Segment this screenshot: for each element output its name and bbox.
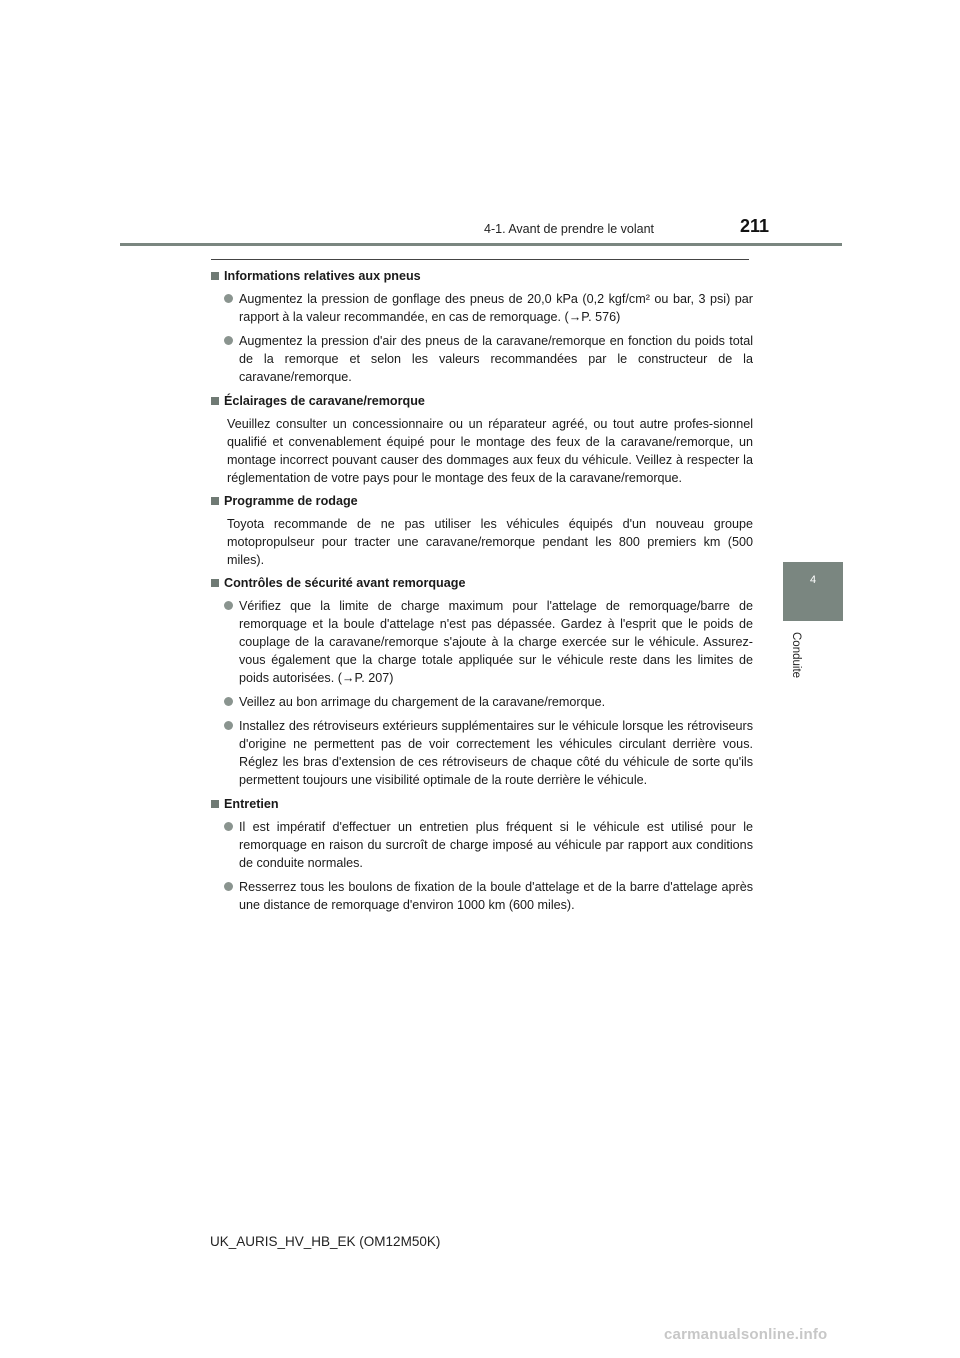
bullet-text: Vérifiez que la limite de charge maximum pour l'attelage de remorquage/barre de remorquage et la boule d'attelage n'est pas dépassée. Gardez à l'esprit que le poids de couplage de la caravane/remorque s'ajoute à la charge exercée sur le véhicule. Assurez-vous également que la charge totale appliquée sur le véhicule reste dans les limites de poids autorisées. (→P. 207) [239,599,753,685]
bullet-item [211,332,753,386]
bullet-icon [224,601,233,610]
section-maintenance [211,795,753,914]
header-section-title: 4-1. Avant de prendre le volant [484,222,655,236]
section-safety-checks [211,574,753,789]
bullet-item [211,693,753,711]
bullet-icon [224,822,233,831]
bullet-text: Installez des rétroviseurs extérieurs supplémentaires sur le véhicule lorsque les rétroviseurs d'origine ne permettent pas de voir correctement les véhicules circulant derrière vous. Réglez les bras d'extension de ces rétroviseurs de chaque côté du véhicule de sorte qu'ils permettent toujours une visibilité optimale de la route derrière le véhicule. [239,719,753,787]
bullet-icon [224,697,233,706]
bullet-item [211,878,753,914]
footer-doc-code: UK_AURIS_HV_HB_EK (OM12M50K) [210,1234,441,1249]
section-paragraph: Toyota recommande de ne pas utiliser les véhicules équipés d'un nouveau groupe motopropulseur pour tracter une caravane/remorque pendant les 800 premiers km (500 miles). [227,517,753,567]
bullet-icon [224,721,233,730]
bullet-text: Resserrez tous les boulons de fixation de la boule d'attelage et de la barre d'attelage après une distance de remorquage d'environ 1000 km (600 miles). [239,880,753,912]
chapter-tab[interactable] [783,562,843,621]
section-heading: Informations relatives aux pneus [211,267,753,285]
page-number: 211 [740,216,770,236]
content [211,267,753,920]
chapter-label: Conduite [790,632,802,679]
bullet-item [211,818,753,872]
header-rule [120,243,842,246]
chapter-number: 4 [809,574,817,586]
section-paragraph: Veuillez consulter un concessionnaire ou un réparateur agréé, ou tout autre profes-sionnel qualifié et convenablement équipé pour le montage des feux de la caravane/remorque, un montage incorrect pouvant causer des dommages aux feux du véhicule. Veillez à respecter la réglementation de votre pays pour le montage des feux de la caravane/remorque. [227,417,753,485]
section-tire-info [211,267,753,386]
bullet-icon [224,882,233,891]
content-rule [211,259,749,260]
bullet-icon [224,336,233,345]
bullet-text: Il est impératif d'effectuer un entretien plus fréquent si le véhicule est utilisé pour le remorquage en raison du surcroît de charge imposé au véhicule par rapport aux conditions de conduite normales. [239,820,753,870]
bullet-item [211,290,753,326]
section-heading: Programme de rodage [211,492,753,510]
bullet-item [211,717,753,789]
section-trailer-lights [211,392,753,487]
watermark: carmanualsonline.info [664,1326,828,1343]
section-heading: Entretien [211,795,753,813]
bullet-text: Veillez au bon arrimage du chargement de la caravane/remorque. [239,695,606,709]
section-heading: Éclairages de caravane/remorque [211,392,753,410]
section-heading: Contrôles de sécurité avant remorquage [211,574,753,592]
bullet-item [211,597,753,687]
section-break-in [211,492,753,569]
bullet-text: Augmentez la pression de gonflage des pneus de 20,0 kPa (0,2 kgf/cm² ou bar, 3 psi) par rapport à la valeur recommandée, en cas de remorquage. (→P. 576) [239,292,753,324]
bullet-text: Augmentez la pression d'air des pneus de la caravane/remorque en fonction du poids total de la remorque et selon les valeurs recommandées par le constructeur de la caravane/remorque. [239,334,753,384]
bullet-icon [224,294,233,303]
